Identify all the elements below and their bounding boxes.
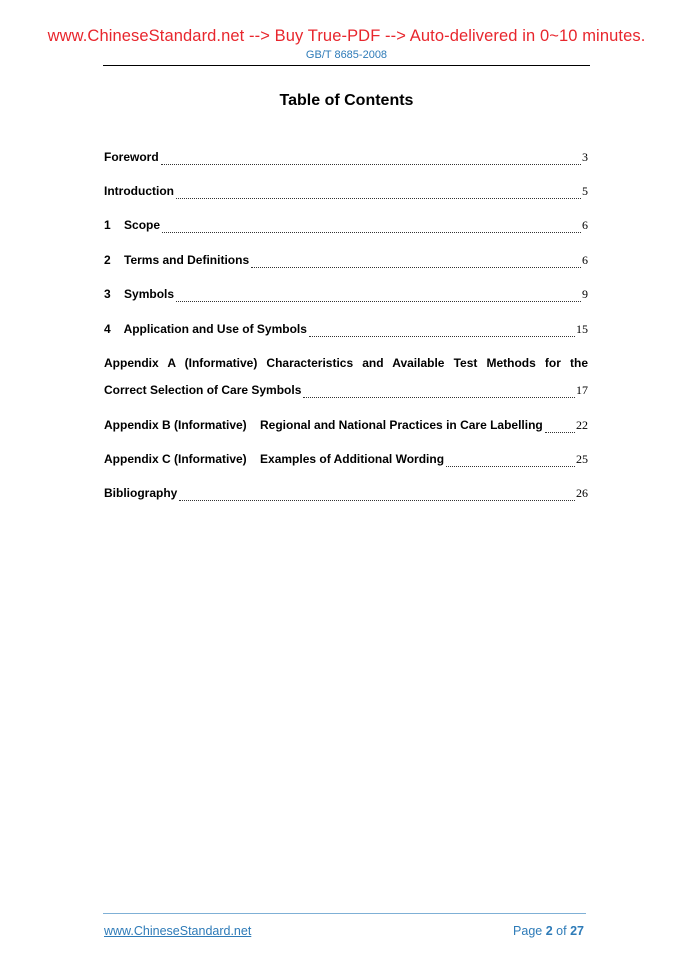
toc-label: Introduction (104, 184, 174, 198)
leader-dots (545, 431, 575, 433)
toc-entry-scope[interactable] (104, 218, 588, 236)
page-total: 27 (570, 924, 584, 938)
page-of: of (556, 924, 567, 938)
page-title: Table of Contents (279, 92, 414, 109)
toc-label: Appendix C (Informative) Examples of Additional Wording (104, 452, 445, 466)
toc-label: 3 Symbols (104, 287, 175, 301)
toc-page-number: 5 (582, 184, 588, 198)
toc-entry-foreword[interactable] (104, 150, 588, 168)
toc-page-number: 22 (576, 418, 588, 432)
toc-page-number: 26 (576, 486, 588, 500)
leader-dots (303, 396, 575, 398)
toc-label: Appendix B (Informative) Regional and National Practices in Care Labelling (104, 418, 543, 432)
footer-site-link[interactable]: www.ChineseStandard.net (104, 924, 252, 938)
toc-label: Bibliography (104, 486, 178, 500)
promo-banner-link[interactable]: www.ChineseStandard.net --> Buy True-PDF --> Auto-delivered in 0~10 minutes. (47, 27, 646, 45)
footer-divider (103, 913, 586, 914)
toc-page-number: 3 (582, 150, 588, 164)
leader-dots (162, 231, 581, 233)
toc-page-number: 15 (576, 322, 588, 336)
toc-entry-terms[interactable] (104, 253, 588, 271)
leader-dots (251, 266, 581, 268)
toc-entry-appendix-a-line1[interactable]: Appendix A (Informative) Characteristics and Available Test Methods for the (104, 356, 588, 370)
toc-page-number: 6 (582, 218, 588, 232)
leader-dots (176, 197, 581, 199)
toc-entry-appendix-b[interactable] (104, 418, 588, 436)
page-indicator (513, 924, 584, 938)
toc-entry-bibliography[interactable] (104, 486, 588, 504)
header-divider (103, 65, 590, 66)
standard-code: GB/T 8685-2008 (305, 49, 388, 61)
toc-label: 2 Terms and Definitions (104, 253, 250, 267)
toc-page-number: 17 (576, 383, 588, 397)
toc-label: Correct Selection of Care Symbols (104, 383, 302, 397)
toc-entry-appendix-a[interactable] (104, 383, 588, 401)
toc-label: 4 Application and Use of Symbols (104, 322, 307, 336)
leader-dots (176, 300, 581, 302)
toc-page-number: 25 (576, 452, 588, 466)
toc-entry-appendix-c[interactable] (104, 452, 588, 470)
toc-entry-symbols[interactable] (104, 287, 588, 305)
leader-dots (161, 163, 581, 165)
toc-page-number: 6 (582, 253, 588, 267)
toc-page-number: 9 (582, 287, 588, 301)
page-current: 2 (545, 924, 553, 938)
page-prefix: Page (513, 924, 543, 938)
toc-label: 1 Scope (104, 218, 161, 232)
toc-entry-introduction[interactable] (104, 184, 588, 202)
leader-dots (309, 335, 575, 337)
toc-entry-application[interactable] (104, 322, 588, 340)
toc-label: Foreword (104, 150, 159, 164)
leader-dots (446, 465, 575, 467)
leader-dots (179, 499, 575, 501)
